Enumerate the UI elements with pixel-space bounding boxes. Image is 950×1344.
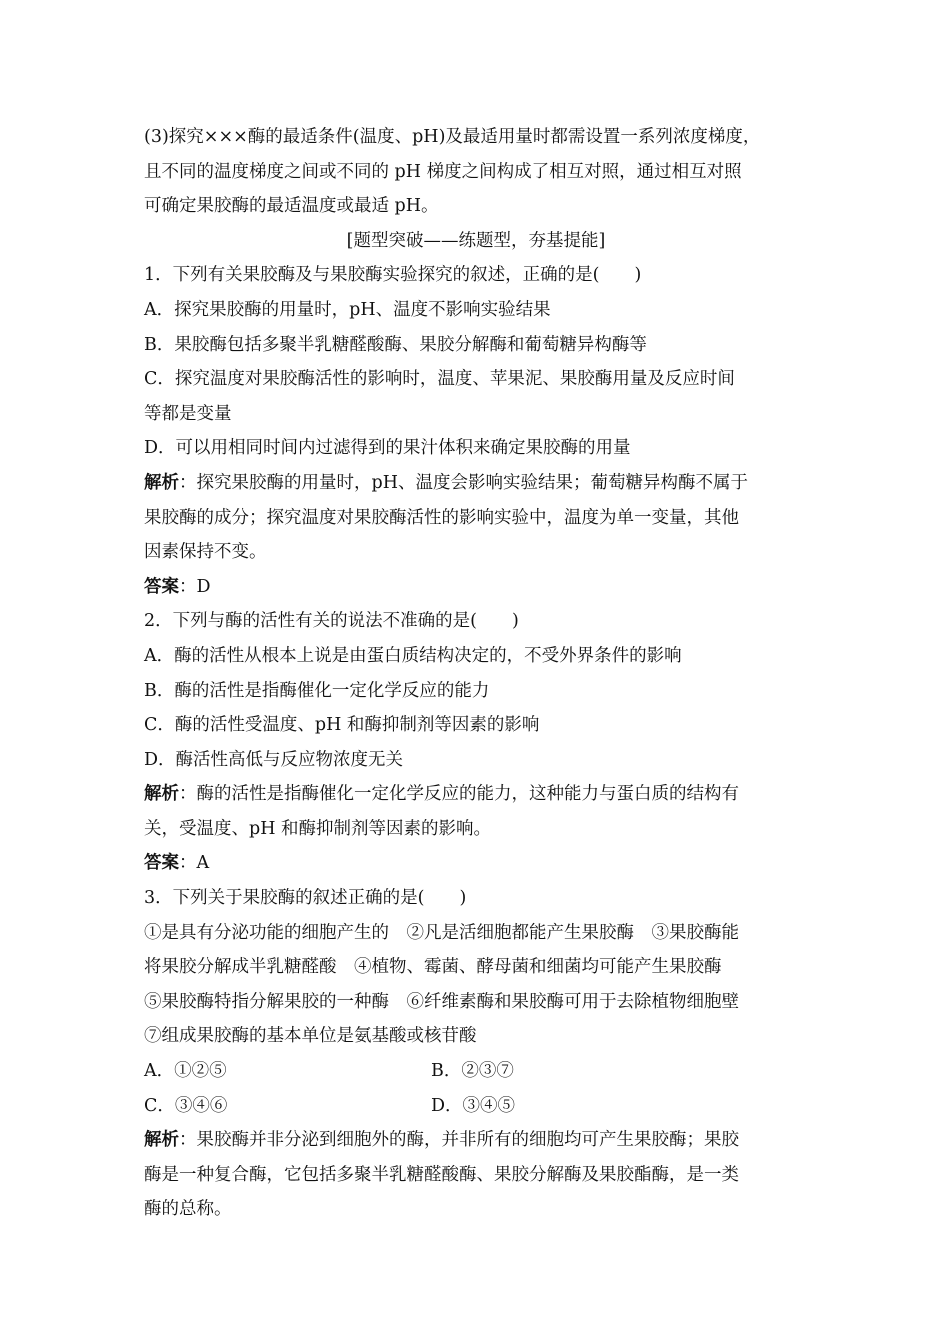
question-2-option-c: C．酶的活性受温度、pH 和酶抑制剂等因素的影响	[144, 715, 540, 736]
question-3-items-line-3: ⑤果胶酶特指分解果胶的一种酶 ⑥纤维素酶和果胶酶可用于去除植物细胞壁	[144, 991, 739, 1012]
question-3-items-line-1: ①是具有分泌功能的细胞产生的 ②凡是活细胞都能产生果胶酶 ③果胶酶能	[144, 922, 739, 943]
question-1-analysis-line-1	[144, 466, 808, 501]
question-1-option-c-line-2: 等都是变量	[144, 403, 232, 424]
analysis-text: ：探究果胶酶的用量时，pH、温度会影响实验结果；葡萄糖异构酶不属于	[179, 472, 748, 493]
analysis-label: 解析	[144, 472, 179, 493]
document-page	[144, 120, 808, 1227]
question-1-stem: 1．下列有关果胶酶及与果胶酶实验探究的叙述，正确的是( )	[144, 265, 642, 286]
question-2-analysis-line-1	[144, 777, 808, 812]
answer-value: ：A	[179, 853, 210, 874]
analysis-text: ：果胶酶并非分泌到细胞外的酶，并非所有的细胞均可产生果胶酶；果胶	[179, 1130, 739, 1151]
intro-line-1: (3)探究×××酶的最适条件(温度、pH)及最适用量时都需设置一系列浓度梯度，	[144, 127, 761, 147]
question-2-option-d: D．酶活性高低与反应物浓度无关	[144, 749, 404, 770]
question-3-option-d: D．③④⑤	[431, 1095, 516, 1116]
analysis-label: 解析	[144, 784, 179, 805]
question-3-analysis-line-3: 酶的总称。	[144, 1199, 232, 1220]
question-3-items-line-4: ⑦组成果胶酶的基本单位是氨基酸或核苷酸	[144, 1026, 477, 1047]
question-2-option-a: A．酶的活性从根本上说是由蛋白质结构决定的，不受外界条件的影响	[144, 645, 682, 666]
question-3-option-c: C．③④⑥	[144, 1095, 228, 1116]
question-1-option-b: B．果胶酶包括多聚半乳糖醛酸酶、果胶分解酶和葡萄糖异构酶等	[144, 334, 647, 355]
question-1-analysis-line-3: 因素保持不变。	[144, 542, 267, 563]
question-1-option-c-line-1: C．探究温度对果胶酶活性的影响时，温度、苹果泥、果胶酶用量及反应时间	[144, 369, 735, 390]
question-1-answer	[144, 570, 808, 605]
question-3-option-b: B．②③⑦	[431, 1061, 514, 1082]
question-3-items-line-2: 将果胶分解成半乳糖醛酸 ④植物、霉菌、酵母菌和细菌均可能产生果胶酶	[144, 957, 722, 978]
question-2-analysis-line-2: 关，受温度、pH 和酶抑制剂等因素的影响。	[144, 818, 492, 839]
question-1	[144, 258, 808, 604]
analysis-label: 解析	[144, 1130, 179, 1151]
section-title: [题型突破——练题型，夯基提能]	[346, 230, 606, 251]
analysis-text: ：酶的活性是指酶催化一定化学反应的能力，这种能力与蛋白质的结构有	[179, 784, 739, 805]
question-2-answer	[144, 846, 808, 881]
answer-label: 答案	[144, 576, 179, 597]
question-3-analysis-line-2: 酶是一种复合酶，它包括多聚半乳糖醛酸酶、果胶分解酶及果胶酯酶，是一类	[144, 1164, 739, 1185]
question-2-stem: 2．下列与酶的活性有关的说法不准确的是( )	[144, 611, 519, 632]
question-3	[144, 881, 808, 1227]
intro-line-3: 可确定果胶酶的最适温度或最适 pH。	[144, 196, 439, 217]
answer-value: ：D	[179, 576, 211, 597]
question-3-options-row-1	[144, 1054, 808, 1089]
intro-paragraph	[144, 120, 808, 224]
question-1-option-d: D．可以用相同时间内过滤得到的果汁体积来确定果胶酶的用量	[144, 438, 631, 459]
question-3-analysis-line-1	[144, 1123, 808, 1158]
question-3-option-a: A．①②⑤	[144, 1061, 227, 1082]
question-1-analysis-line-2: 果胶酶的成分；探究温度对果胶酶活性的影响实验中，温度为单一变量，其他	[144, 507, 739, 528]
question-1-option-a: A．探究果胶酶的用量时，pH、温度不影响实验结果	[144, 299, 551, 320]
question-2	[144, 604, 808, 881]
intro-line-2: 且不同的温度梯度之间或不同的 pH 梯度之间构成了相互对照，通过相互对照	[144, 161, 742, 182]
question-3-stem: 3．下列关于果胶酶的叙述正确的是( )	[144, 888, 467, 909]
question-2-option-b: B．酶的活性是指酶催化一定化学反应的能力	[144, 680, 490, 701]
question-3-options-row-2	[144, 1089, 808, 1124]
answer-label: 答案	[144, 853, 179, 874]
